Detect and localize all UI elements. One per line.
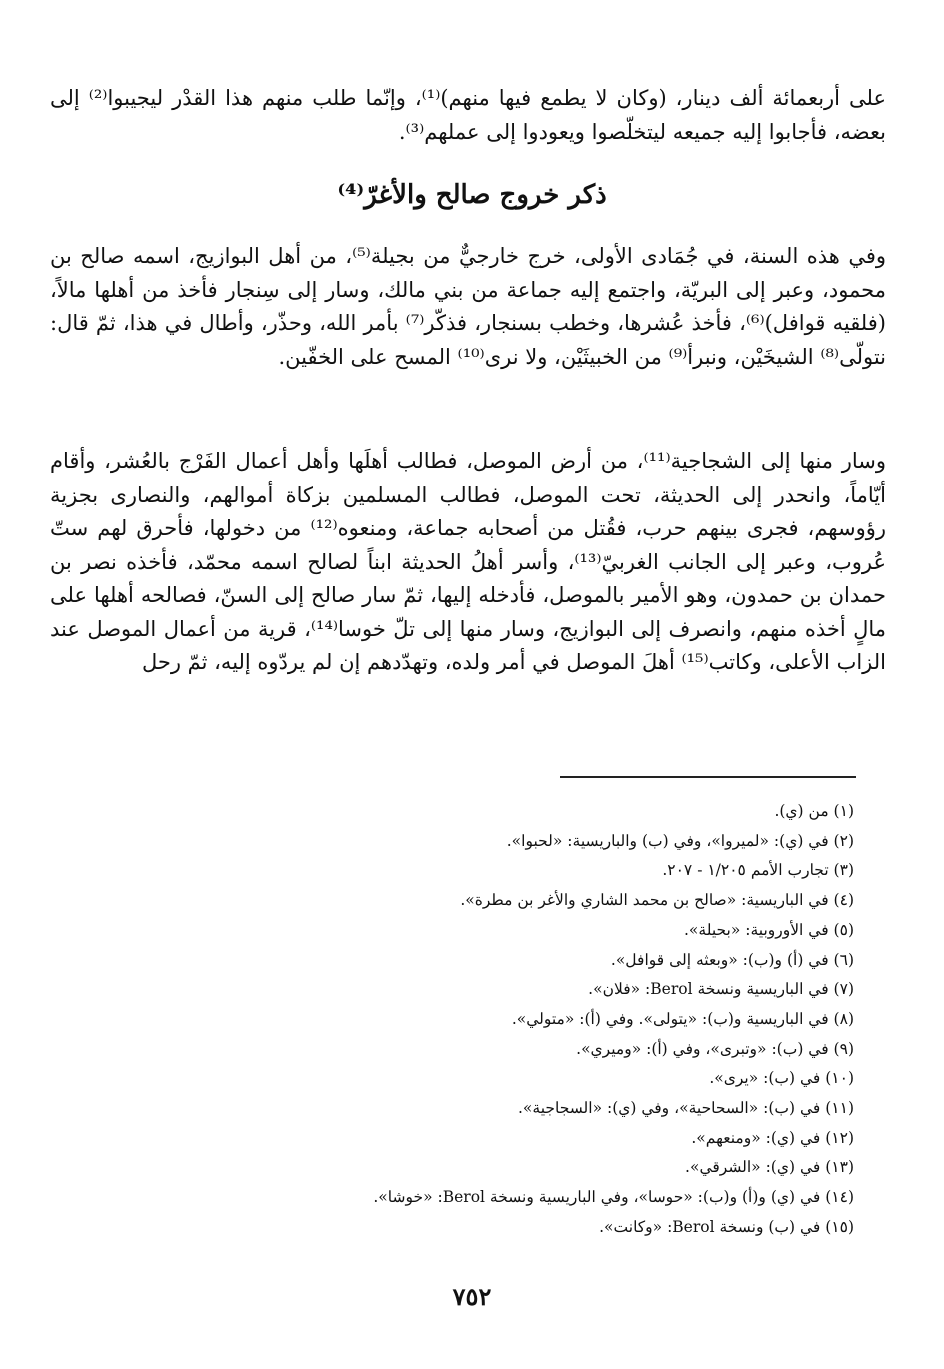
footnote-item: (٩) في (ب): «وتبرى»، وفي (أ): «وميري».	[576, 1039, 854, 1058]
body-paragraph-2	[50, 445, 886, 680]
footnote-item: (٤) في الباريسية: «صالح بن محمد الشاري والأغر بن مطرة».	[460, 891, 854, 910]
footnote-divider	[560, 776, 856, 778]
paragraph-text: وفي هذه السنة، في جُمَادى الأولى، خرج خارجيٌّ من بجيلة⁽⁵⁾، من أهل البوازيج، اسمه صالح بن محمود، وعبر إلى البريّة، واجتمع إليه جماعة من بني مالك، وسار إلى سِنجار فأخذ من أهلها مالاً، (فلقيه قوافل)⁽⁶⁾، فأخذ عُشرها، وخطب بسنجار، فذكّر⁽⁷⁾ بأمر الله، وحذّر، وأطال في هذا، ثمّ قال: نتولّى⁽⁸⁾ الشيخَيْن، ونبرأ⁽⁹⁾ من الخبيثَيْن، ولا نرى⁽¹⁰⁾ المسح على الخفّين.	[50, 244, 887, 369]
body-paragraph-1	[50, 240, 886, 374]
footnote-item: (١١) في (ب): «السحاحية»، وفي (ي): «السجاجية».	[518, 1099, 854, 1118]
section-heading: ذكر خروج صالح والأغرّ⁽⁴⁾	[337, 180, 607, 210]
footnote-item: (١٥) في (ب) ونسخة Berol: «وكانت».	[599, 1217, 854, 1236]
footnote-item: (١٠) في (ب): «يرى».	[709, 1069, 854, 1088]
footnote-item: (٢) في (ي): «لميروا»، وفي (ب) والباريسية: «لحبوا».	[506, 831, 854, 850]
body-paragraph-top	[50, 82, 886, 149]
page-number: ٧٥٢	[452, 1282, 492, 1311]
footnote-item: (١٤) في (ي) و(أ) و(ب): «حوسا»، وفي الباريسية ونسخة Berol: «خوشا».	[373, 1188, 854, 1207]
footnote-item: (٧) في الباريسية ونسخة Berol: «فلان».	[588, 980, 854, 999]
footnote-item: (١٢) في (ي): «ومنعهم».	[691, 1128, 854, 1147]
footnote-item: (٦) في (أ) و(ب): «وبعثه إلى قوافل».	[610, 950, 854, 969]
footnote-item: (١) من (ي).	[774, 802, 854, 820]
paragraph-text: على أربعمائة ألف دينار، (وكان لا يطمع فيها منهم)⁽¹⁾، وإنّما طلب منهم هذا القدْر ليجيبوا⁽²⁾ إلى بعضه، فأجابوا إليه جميعه ليتخلّصوا ويعودوا إلى عملهم⁽³⁾.	[50, 86, 886, 144]
footnote-item: (٥) في الأوروبية: «بحيلة».	[683, 920, 854, 939]
footnote-item: (٣) تجارب الأمم ١/٢٠٥ - ٢٠٧.	[662, 861, 854, 880]
footnote-item: (٨) في الباريسية و(ب): «يتولى». وفي (أ): «متولي».	[511, 1009, 854, 1028]
paragraph-text: وسار منها إلى الشجاجية⁽¹¹⁾، من أرض الموصل، فطالب أهلَها وأهل أعمال الفَرْج بالعُشر، وأقام أيّاماً، وانحدر إلى الحديثة، تحت الموصل، فطالب المسلمين بزكاة أموالهم، والنصارى بجزية رؤوسهم، فجرى بينهم حرب، فقُتل من أصحابه جماعة، ومنعوه⁽¹²⁾ من دخولها، فأحرق لهم ستّ عُروب، وعبر إلى الجانب الغربيّ⁽¹³⁾، وأسر أهلُ الحديثة ابناً لصالح اسمه محمّد، فأخذه نصر بن حمدان بن حمدون، وهو الأمير بالموصل، فأدخله إليها، ثمّ سار صالح إلى السنّ، فصالحه أهلها على مالٍ أخذه منهم، وانصرف إلى البوازيج، وسار منها إلى تلّ خوسا⁽¹⁴⁾، قرية من أعمال الموصل عند الزاب الأعلى، وكاتب⁽¹⁵⁾ أهلَ الموصل في أمر ولده، وتهدّدهم إن لم يردّوه إليه، ثمّ رحل	[50, 449, 886, 674]
footnotes-list	[40, 797, 854, 1243]
footnote-item: (١٣) في (ي): «الشرقي».	[685, 1158, 854, 1177]
